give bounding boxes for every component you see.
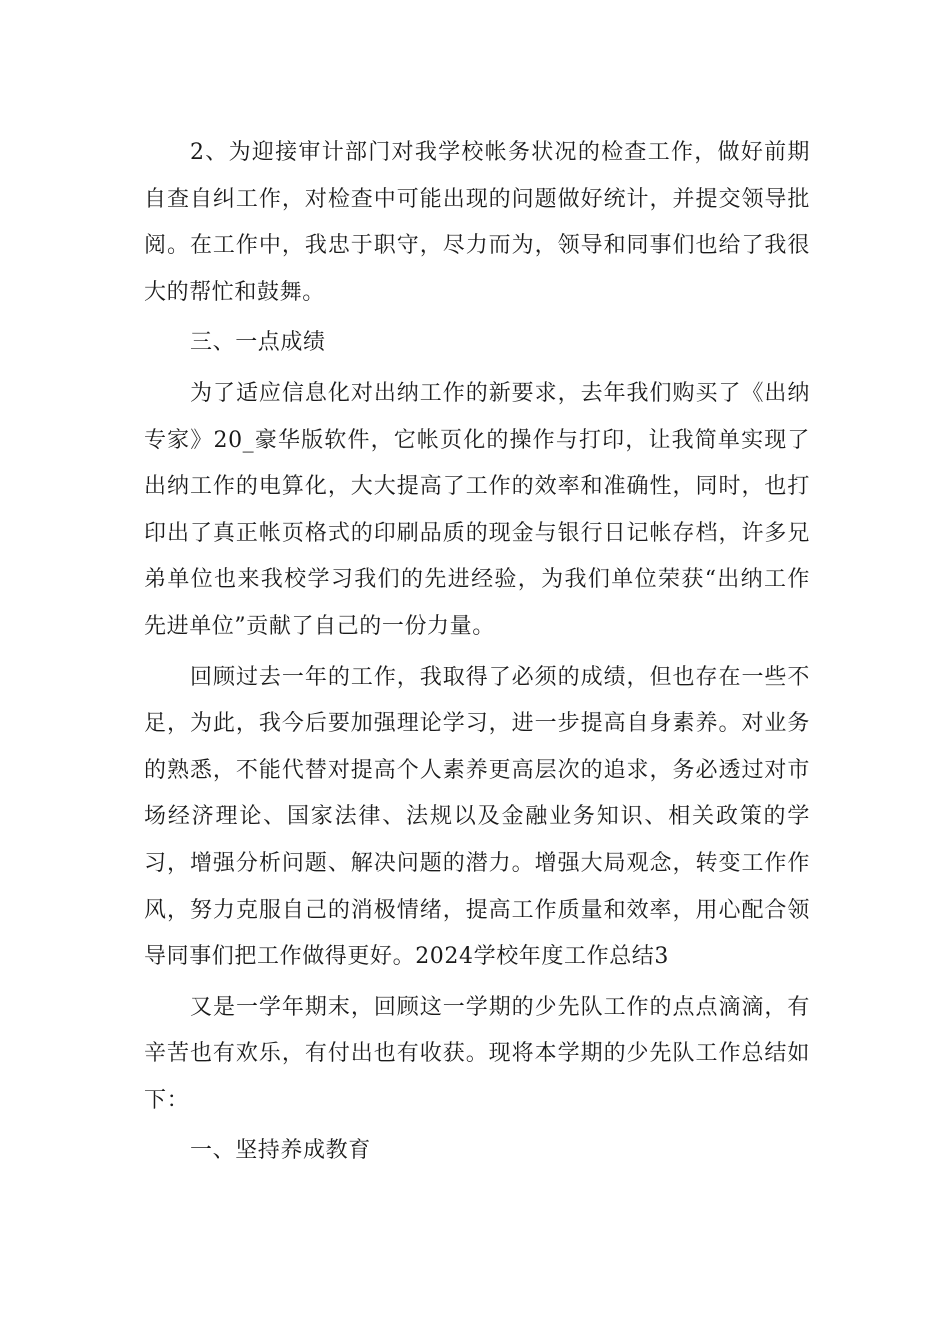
section-heading-habit-education: 一、坚持养成教育 <box>190 1138 371 1164</box>
paragraph-young-pioneers-intro: 又是一学年期末，回顾这一学期的少先队工作的点点滴滴，有辛苦也有欢乐，有付出也有收获。现将本学期的少先队工作总结如下： <box>144 994 810 1113</box>
paragraph-year-review: 回顾过去一年的工作，我取得了必须的成绩，但也存在一些不足，为此，我今后要加强理论学习，进一步提高自身素养。对业务的熟悉，不能代替对提高个人素养更高层次的追求，务必透过对市场经济理论、国家法律、法规以及金融业务知识、相关政策的学习，增强分析问题、解决问题的潜力。增强大局观念，转变工作作风，努力克服自己的消极情绪，提高工作质量和效率，用心配合领导同事们把工作做得更好。2024学校年度工作总结3 <box>144 664 810 970</box>
document-body <box>144 130 810 1179</box>
section-heading-achievements: 三、一点成绩 <box>190 330 326 356</box>
paragraph-cashier-software: 为了适应信息化对出纳工作的新要求，去年我们购买了《出纳专家》20_豪华版软件，它帐页化的操作与打印，让我简单实现了出纳工作的电算化，大大提高了工作的效率和准确性，同时，也打印出了真正帐页格式的印刷品质的现金与银行日记帐存档，许多兄弟单位也来我校学习我们的先进经验，为我们单位荣获“出纳工作先进单位”贡献了自己的一份力量。 <box>144 380 810 639</box>
paragraph-audit-check: 2、为迎接审计部门对我学校帐务状况的检查工作，做好前期自查自纠工作，对检查中可能出现的问题做好统计，并提交领导批阅。在工作中，我忠于职守，尽力而为，领导和同事们也给了我很大的帮忙和鼓舞。 <box>144 140 810 305</box>
